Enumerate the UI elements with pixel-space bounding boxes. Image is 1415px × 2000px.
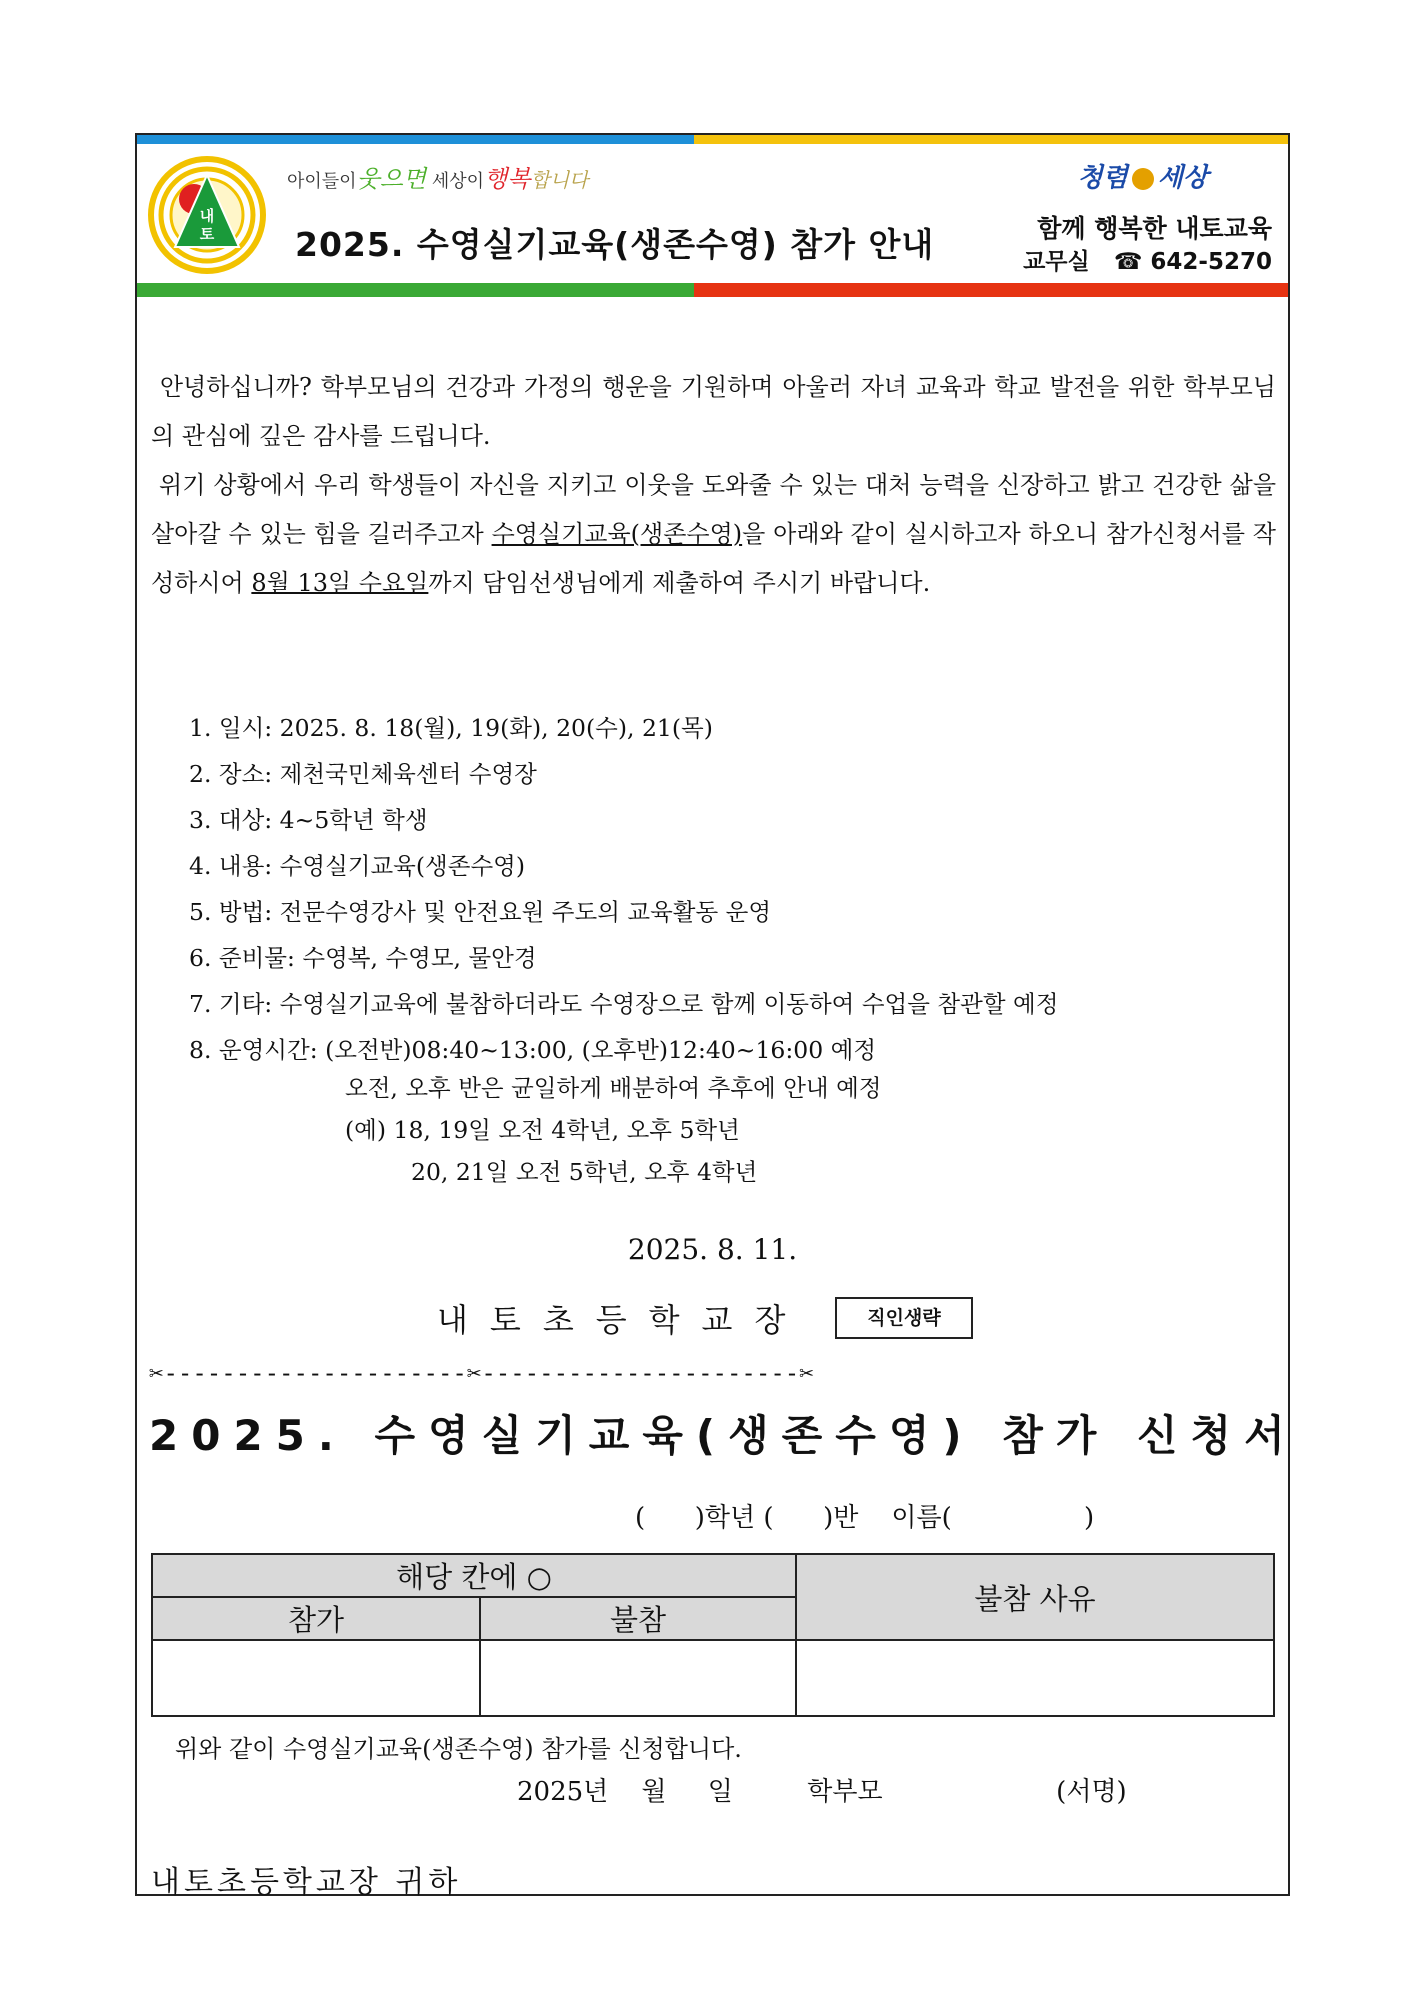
list-item: 3. 대상: 4~5학년 학생	[189, 806, 428, 834]
schedule-note-2: (예) 18, 19일 오전 4학년, 오후 5학년	[345, 1116, 740, 1144]
integrity-brand	[1078, 157, 1208, 194]
intro-p2-c: 까지 담임선생님에게 제출하여 주시기 바랍니다.	[428, 569, 931, 597]
top-bar-yellow	[694, 135, 1288, 144]
list-item: 1. 일시: 2025. 8. 18(월), 19(화), 20(수), 21(목)	[189, 714, 713, 742]
brand-left: 청렴	[1077, 163, 1128, 193]
deadline: 8월 13일 수요일	[251, 569, 429, 597]
absent-header: 불참	[480, 1597, 796, 1640]
page-title: 2025. 수영실기교육(생존수영) 참가 안내	[295, 225, 935, 264]
intro-p2-b: 을 아래와 같이 실시하고자 하오니 참가신청서를 작성하시어	[151, 520, 1276, 597]
list-item: 7. 기타: 수영실기교육에 불참하더라도 수영장으로 함께 이동하여 수업을 참관할 예정	[189, 990, 1059, 1018]
office-label: 교무실	[1023, 249, 1090, 275]
list-item: 6. 준비물: 수영복, 수영모, 물안경	[189, 944, 537, 972]
school-slogan	[287, 159, 588, 194]
intro-p1: 안녕하십니까? 학부모님의 건강과 가정의 행운을 기원하며 아울러 자녀 교육과 학교 발전을 위한 학부모님의 관심에 깊은 감사를 드립니다.	[151, 373, 1276, 450]
telephone-icon: ☎	[1113, 249, 1143, 275]
intro-text	[151, 363, 1276, 608]
intro-paragraph-1	[151, 363, 1276, 461]
schedule-note-3: 20, 21일 오전 5학년, 오후 4학년	[411, 1158, 758, 1186]
list-item: 2. 장소: 제천국민체육센터 수영장	[189, 760, 537, 788]
notice-date: 2025. 8. 11.	[627, 1233, 798, 1266]
absent-cell[interactable]	[480, 1640, 796, 1716]
reason-cell[interactable]	[796, 1640, 1274, 1716]
reason-header: 불참 사유	[796, 1554, 1274, 1640]
application-statement: 위와 같이 수영실기교육(생존수영) 참가를 신청합니다.	[175, 1735, 742, 1763]
instruction-header: 해당 칸에 ○	[152, 1554, 796, 1597]
bottom-bar-red	[694, 283, 1288, 297]
attend-cell[interactable]	[152, 1640, 480, 1716]
addressee: 내토초등학교장 귀하	[151, 1865, 462, 1900]
school-motto: 함께 행복한 내토교육	[1037, 214, 1272, 243]
list-item: 8. 운영시간: (오전반)08:40~13:00, (오후반)12:40~16:00 예정	[189, 1036, 877, 1064]
form-title: 2025. 수영실기교육(생존수영) 참가 신청서	[149, 1411, 1298, 1460]
bottom-bar-green	[137, 283, 694, 297]
office-phone: 642-5270	[1150, 249, 1272, 275]
office-contact	[1023, 243, 1272, 276]
intro-p2-a: 위기 상황에서 우리 학생들이 자신을 지키고 이웃을 도와줄 수 있는 대처 능력을 신장하고 밝고 건강한 삶을 살아갈 수 있는 힘을 길러주고자	[151, 471, 1276, 548]
cut-line: ✂---------------------✂----------------------✂	[149, 1359, 814, 1387]
list-item: 5. 방법: 전문수영강사 및 안전요원 주도의 교육활동 운영	[189, 898, 772, 926]
slogan-hand1: 웃으면	[356, 165, 427, 193]
brand-right: 세상	[1157, 163, 1208, 193]
intro-paragraph-2	[151, 461, 1276, 608]
schedule-note-1: 오전, 오후 반은 균일하게 배분하여 추후에 안내 예정	[345, 1074, 882, 1102]
seal-omitted-box: 직인생략	[835, 1297, 973, 1339]
school-logo-icon	[147, 155, 267, 275]
student-info-line: ( )학년 ( )반 이름( )	[635, 1503, 1095, 1533]
top-bar-blue	[137, 135, 694, 144]
document-frame	[135, 133, 1298, 1900]
slogan-part2: 세상이	[431, 171, 485, 192]
program-name: 수영실기교육(생존수영)	[491, 520, 743, 548]
logo-text-bottom: 토	[199, 225, 215, 243]
letterhead	[137, 135, 1288, 300]
application-table	[151, 1553, 1275, 1717]
principal-name: 내토초등학교장	[437, 1301, 808, 1339]
attend-header: 참가	[152, 1597, 480, 1640]
list-item: 4. 내용: 수영실기교육(생존수영)	[189, 852, 526, 880]
slogan-part1: 아이들이	[287, 171, 357, 192]
details-list	[189, 705, 1058, 1073]
signature-line: 2025년 월 일 학부모 (서명)	[517, 1777, 1127, 1807]
logo-text-top: 내	[199, 207, 215, 225]
slogan-hand3: 합니다	[530, 168, 589, 192]
slogan-hand2: 행복	[484, 165, 531, 193]
brand-dot-icon	[1132, 168, 1154, 190]
